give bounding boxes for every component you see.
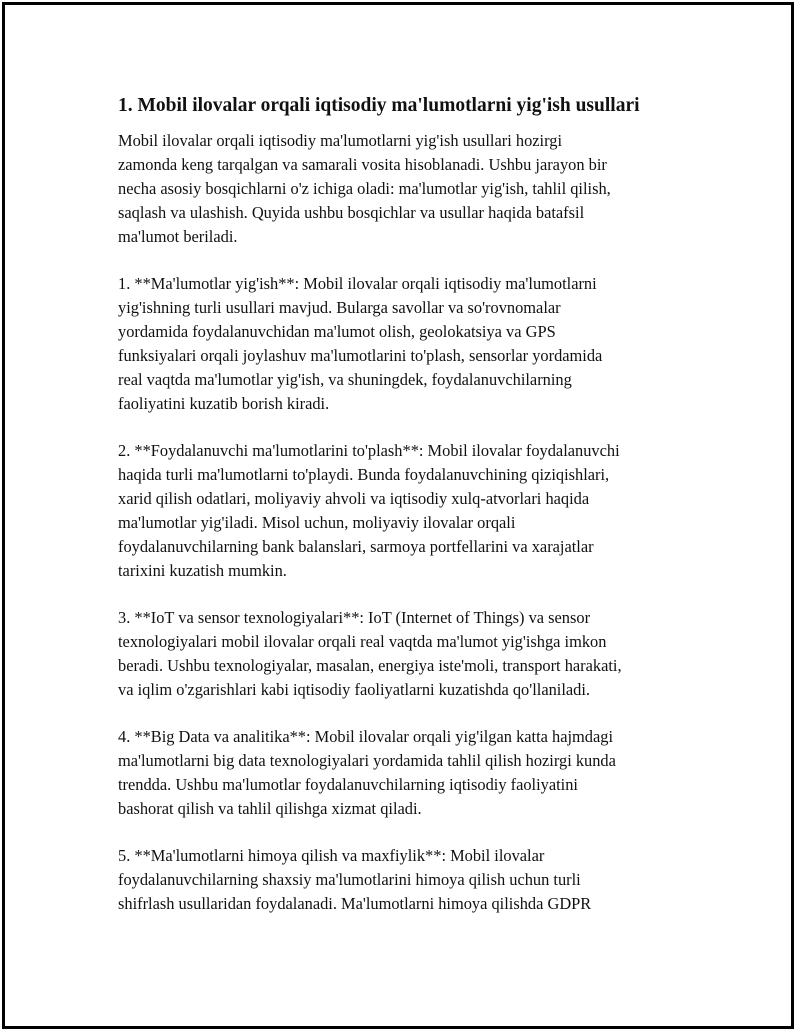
document-content [118,93,698,939]
intro-paragraph: Mobil ilovalar orqali iqtisodiy ma'lumotlarni yig'ish usullari hozirgi zamonda keng tarqalgan va samarali vosita hisoblanadi. Ushbu jarayon bir necha asosiy bosqichlarni o'z ichiga oladi: ma'lumotlar yig'ish, tahlil qilish, saqlash va ulashish. Quyida ushbu bosqichlar va usullar haqida batafsil ma'lumot beriladi. [118,131,611,246]
document-title: 1. Mobil ilovalar orqali iqtisodiy ma'lumotlarni yig'ish usullari [118,95,640,116]
paragraph-big-data: 4. **Big Data va analitika**: Mobil ilovalar orqali yig'ilgan katta hajmdagi ma'lumotlarni big data texnologiyalari yordamida tahlil qilish hozirgi kunda trendda. Ushbu ma'lumotlar foydalanuvchilarning iqtisodiy faoliyatini bashorat qilish va tahlil qilishga xizmat qiladi. [118,727,616,818]
paragraph-iot-sensors: 3. **IoT va sensor texnologiyalari**: IoT (Internet of Things) va sensor texnologiyalari mobil ilovalar orqali real vaqtda ma'lumot yig'ishga imkon beradi. Ushbu texnologiyalar, masalan, energiya iste'moli, transport harakati, va iqlim o'zgarishlari kabi iqtisodiy faoliyatlarni kuzatishda qo'llaniladi. [118,608,622,699]
paragraph-data-collection: 1. **Ma'lumotlar yig'ish**: Mobil ilovalar orqali iqtisodiy ma'lumotlarni yig'ishning turli usullari mavjud. Bularga savollar va so'rovnomalar yordamida foydalanuvchidan ma'lumot olish, geolokatsiya va GPS funksiyalari orqali joylashuv ma'lumotlarini to'plash, sensorlar yordamida real vaqtda ma'lumotlar yig'ish, va shuningdek, foydalanuvchilarning faoliyatini kuzatib borish kiradi. [118,274,603,413]
paragraph-data-protection: 5. **Ma'lumotlarni himoya qilish va maxfiylik**: Mobil ilovalar foydalanuvchilarning shaxsiy ma'lumotlarini himoya qilish uchun turli shifrlash usullaridan foydalanadi. Ma'lumotlarni himoya qilishda GDPR [118,846,592,913]
paragraph-user-data: 2. **Foydalanuvchi ma'lumotlarini to'plash**: Mobil ilovalar foydalanuvchi haqida turli ma'lumotlarni to'playdi. Bunda foydalanuvchining qiziqishlari, xarid qilish odatlari, moliyaviy ahvoli va iqtisodiy xulq-atvorlari haqida ma'lumotlar yig'iladi. Misol uchun, moliyaviy ilovalar orqali foydalanuvchilarning bank balanslari, sarmoya portfellarini va xarajatlar tarixini kuzatish mumkin. [118,441,620,580]
